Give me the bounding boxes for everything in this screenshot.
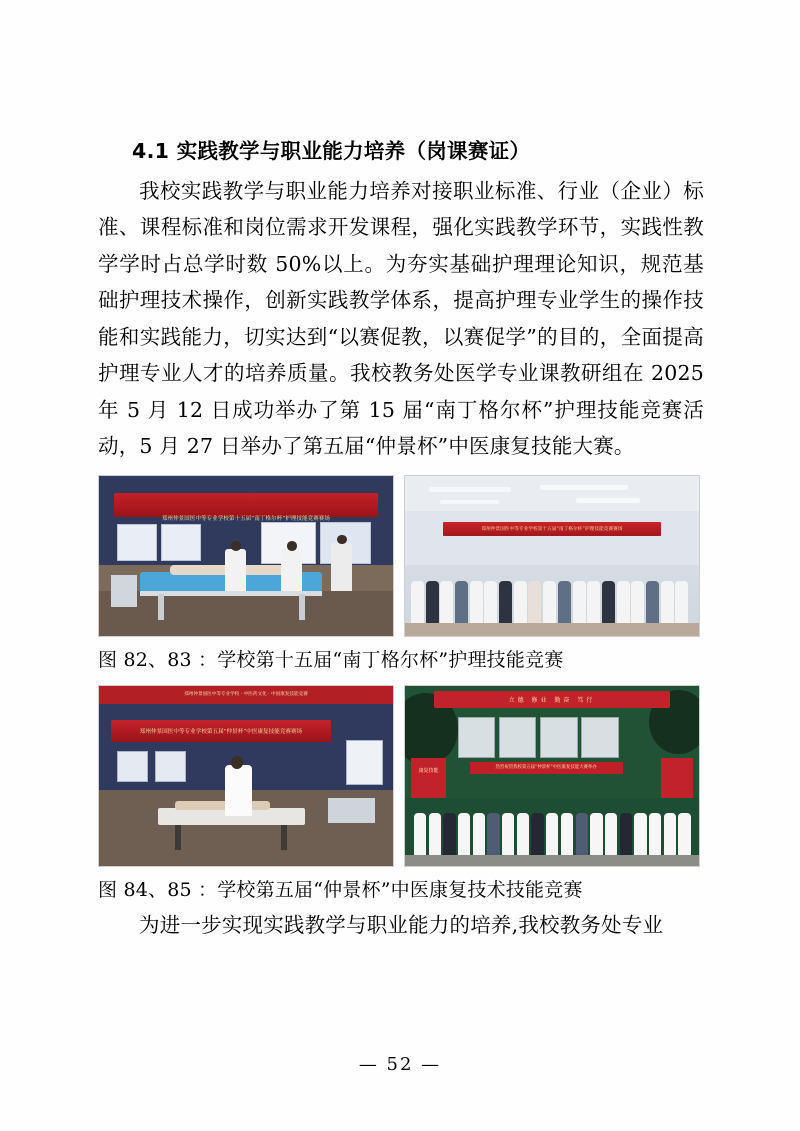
photo-person <box>558 581 571 623</box>
photo-bed-frame <box>140 591 322 596</box>
photo-person <box>620 813 632 855</box>
figure-row-2 <box>98 685 704 867</box>
photo-person-head <box>287 541 296 551</box>
photo-group-crowd <box>405 787 699 855</box>
photo-person <box>429 813 441 855</box>
photo-banner-text: 郑州仲景国医中等专业学校第十五届“南丁格尔杯”护理技能竞赛赛场 <box>161 516 331 523</box>
figure-84-tcm-treatment-demo <box>98 685 394 867</box>
photo-person <box>634 813 646 855</box>
photo-ceiling-light <box>440 500 499 505</box>
photo-left-red-sign-text: 康复技能 <box>418 768 439 775</box>
photo-banner-text: 郑州仲景国医中等专业学校第十五届“南丁格尔杯”护理技能竞赛赛场 <box>481 527 623 533</box>
photo-person <box>664 813 676 855</box>
photo-person <box>546 813 558 855</box>
photo-person <box>484 581 497 623</box>
photo-nurse-figure <box>281 549 302 591</box>
photo-person <box>646 581 659 623</box>
photo-nurse-figure <box>331 543 352 591</box>
photo-ground <box>405 855 699 866</box>
photo-person <box>675 581 688 623</box>
photo-person <box>661 581 674 623</box>
photo-person <box>531 813 543 855</box>
photo-person <box>455 581 468 623</box>
photo-person <box>587 581 600 623</box>
photo-person <box>443 813 455 855</box>
photo-person <box>502 813 514 855</box>
photo-floor <box>405 623 699 636</box>
section-heading: 4.1 实践教学与职业能力培养（岗课赛证） <box>132 139 531 163</box>
page-content <box>98 136 704 944</box>
photo-person <box>590 813 602 855</box>
photo-person <box>411 581 424 623</box>
photo-equipment-cart <box>111 575 137 607</box>
body-paragraph-2: 为进一步实现实践教学与职业能力的培养,我校教务处专业 <box>139 913 664 938</box>
photo-person <box>561 813 573 855</box>
photo-ceiling-light <box>576 498 641 503</box>
figure-caption-82-83: 图 82、83 ：学校第十五届“南丁格尔杯”护理技能竞赛 <box>98 648 564 671</box>
photo-window <box>499 717 536 759</box>
photo-poster <box>117 524 157 561</box>
photo-poster <box>117 751 148 782</box>
figure-85-tcm-group-photo <box>404 685 700 867</box>
photo-person <box>528 581 541 623</box>
photo-patient-figure <box>175 801 269 810</box>
photo-bed-leg <box>158 594 164 620</box>
photo-person <box>458 813 470 855</box>
photo-nurse-figure <box>225 549 246 591</box>
photo-person <box>631 581 644 623</box>
photo-person <box>470 581 483 623</box>
photo-person <box>602 581 615 623</box>
photo-poster <box>155 751 186 782</box>
photo-person <box>617 581 630 623</box>
photo-person <box>473 813 485 855</box>
photo-window <box>458 717 495 759</box>
photo-person <box>576 813 588 855</box>
photo-person <box>514 581 527 623</box>
photo-person-head <box>231 756 243 769</box>
photo-person-head <box>337 535 346 545</box>
photo-bed-leg <box>281 825 287 850</box>
figure-82-nursing-bed-demo <box>98 475 394 637</box>
photo-person <box>440 581 453 623</box>
figure-83-nursing-group-photo <box>404 475 700 637</box>
photo-person <box>426 581 439 623</box>
photo-ceiling-light <box>540 485 628 490</box>
photo-ceiling-light <box>429 487 511 492</box>
figure-row-1 <box>98 475 704 637</box>
photo-banner-text: 郑州仲景国医中等专业学校第五届“仲景杯”中医康复技能竞赛赛场 <box>139 728 303 735</box>
photo-top-band-text: 立德 修业 勤奋 笃行 <box>508 697 596 705</box>
page-number: — 52 — <box>358 1054 442 1075</box>
photo-person <box>678 813 690 855</box>
photo-doctor-figure <box>225 765 251 815</box>
photo-person <box>543 581 556 623</box>
photo-person <box>605 813 617 855</box>
photo-person <box>487 813 499 855</box>
photo-person <box>573 581 586 623</box>
body-paragraph-1: 我校实践教学与职业能力培养对接职业标准、行业（企业）标准、课程标准和岗位需求开发课程，强化实践教学环节，实践性教学学时占总学时数 50%以上。为夯实基础护理理论知识，规范基础护理技术操作，创新实践教学体系，提高护理专业学生的操作技能和实践能力，切实达到“以赛促教，以赛促学”的目的，全面提高护理专业人才的培养质量。我校教务处医学专业课教研组在 2025 年 5 月 12 日成功举办了第 15 届“南丁格尔杯”护理技能竞赛活动，5 月 27 日举办了第五届“仲景杯”中医康复技能大赛。 <box>98 178 704 459</box>
photo-person-head <box>231 541 240 551</box>
photo-top-band-text: 郑州仲景国医中等专业学校 · 中医药文化 · 中国康复技能竞赛 <box>184 691 308 697</box>
photo-poster <box>346 740 383 785</box>
photo-person <box>414 813 426 855</box>
photo-floor-front <box>99 591 393 636</box>
photo-person <box>649 813 661 855</box>
photo-bed-leg <box>175 825 181 850</box>
figure-caption-84-85: 图 84、85 ：学校第五届“仲景杯”中医康复技术技能竞赛 <box>98 879 583 902</box>
photo-poster <box>161 524 201 561</box>
photo-ceiling <box>405 476 699 511</box>
photo-side-table <box>328 798 375 823</box>
photo-group-crowd <box>405 546 699 623</box>
photo-person <box>499 581 512 623</box>
photo-bed-leg <box>299 594 305 620</box>
photo-window <box>581 717 618 759</box>
photo-red-strip-text: 热烈祝贺我校第五届“仲景杯”中医康复技能大赛举办 <box>495 764 597 770</box>
photo-person <box>517 813 529 855</box>
photo-window <box>540 717 577 759</box>
